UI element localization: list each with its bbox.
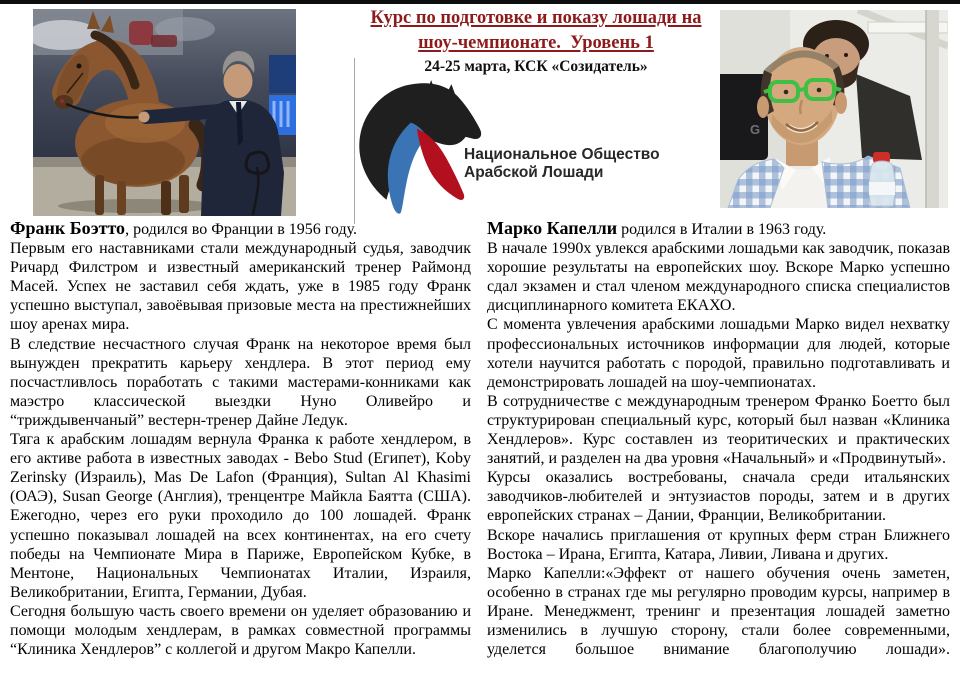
- org-logo: [352, 76, 712, 218]
- bio-paragraph: С момента увлечения арабскими лошадьми Марко видел нехватку профессиональных источников информации для людей, которые хотели научится работать с породой, правильно подготавливать и демонстрировать лошадей на шоу-чемпионатах.: [487, 316, 950, 391]
- bio-frank-boetto: [10, 219, 471, 659]
- course-title: [338, 6, 734, 56]
- org-name-line1: Национальное Общество: [464, 146, 660, 163]
- top-border-rule: [0, 0, 960, 4]
- portrait-photo-illustration: [720, 10, 948, 208]
- course-title-line1: Курс по подготовке и показу лошади на: [370, 8, 702, 28]
- person-intro-frank: , родился во Франции в 1956 году.: [125, 221, 357, 238]
- bio-paragraph: Тяга к арабским лошадям вернула Франка к работе хендлером, в его активе работа в известных заводах - Bebo Stud (Египет), Koby Zerinsky (Израиль), Mas De Lafon (Франция), Sultan Al Khasimi (ОАЭ), Susan George (Англия), тренцентре Майкла Баятта (США). Ежегодно, через его руки проходило до 100 лошадей. Франк успешно показывал лошадей на всех континентах, на его счету победы на Чемпионате Мира в Париже, Европейском Кубке, в Ментоне, Национальных Чемпионатах Италии, Израиля, Великобритании, Египта, Германии, Дубая.: [10, 431, 471, 601]
- bio-paragraph: Сегодня большую часть своего времени он уделяет образованию и помощи молодым хендлерам, в рамках совместной программы “Клиника Хендлеров” с коллегой и другом Макро Капелли.: [10, 602, 471, 659]
- bio-paragraph: Курсы оказались востребованы, сначала среди итальянских заводчиков-любителей и энтузиастов породы, затем и в других европейских странах – Дании, Франции, Великобритании.: [487, 469, 950, 525]
- bio-marco-capelli: [487, 219, 950, 659]
- intro-line-marco: [487, 219, 950, 239]
- bio-paragraph: В следствие несчастного случая Франк на некоторое время был вынужден прекратить карьеру хендлера. В этот период ему посчастливлось поработать с такими мастерами-конниками как маэстро классической выездки Нуно Оливейро и “триждывенчаный” вестерн-тренер Дайне Ледук.: [10, 335, 471, 429]
- course-date-venue: 24-25 марта, КСК «Созидатель»: [424, 58, 648, 75]
- org-name: [464, 146, 660, 181]
- course-title-line2: шоу-чемпионате. Уровень 1: [418, 33, 654, 53]
- person-name-marco: Марко Капелли: [487, 218, 618, 238]
- bio-paragraph: Первым его наставниками стали международный судья, заводчик Ричард Филстром и известный американский тренер Раймонд Масей. Успех не заставил себя ждать, уже в 1985 году Франк успешно выступал, завоёвывая призовые места на престижнейших шоу аренах мира.: [10, 240, 471, 334]
- course-header: [338, 6, 734, 77]
- arena-photo-illustration: [33, 9, 296, 216]
- person-name-frank: Франк Боэтто: [10, 218, 126, 238]
- intro-line-frank: [10, 219, 471, 239]
- org-name-line2: Арабской Лошади: [464, 163, 604, 181]
- bio-paragraph: Марко Капелли:«Эффект от нашего обучения очень заметен, особенно в странах где мы регулярно проводим курсы, например в Иране. Менеджмент, тренинг и презентация лошадей заметно изменились в лучшую сторону, стали более современными, уделется большое внимание благополучию лошади».: [487, 564, 950, 659]
- photo-marco-capelli: [720, 10, 948, 208]
- person-intro-marco: родился в Италии в 1963 году.: [617, 221, 827, 238]
- bio-paragraph: В начале 1990х увлекся арабскими лошадьми как заводчик, показав хорошие результаты на европейских шоу. Вскоре Марко успешно сдал экзамен и стал членом международного списка специалистов дисциплинарного комитета ЕКАХО.: [487, 240, 950, 315]
- bio-paragraph: Вскоре начались приглашения от крупных ферм стран Ближнего Востока – Ирана, Египта, Катара, Ливии, Ливана и других.: [487, 526, 950, 563]
- monitor-label: G: [750, 122, 761, 137]
- bio-paragraph: В сотрудничестве с международным тренером Франко Боетто был структурирован специальный курс, который был назван «Клиника Хендлеров». Курс составлен из теоритических и практических занятий, и разделен на два уровня «Начальный» и «Продвинутый».: [487, 392, 950, 468]
- photo-frank-boetto: [33, 9, 296, 216]
